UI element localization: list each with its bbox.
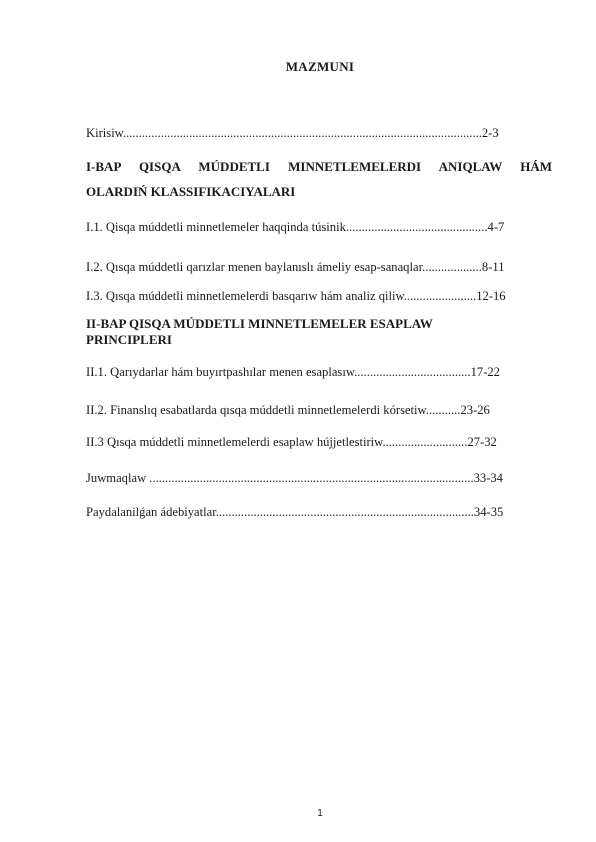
toc-entry-2-3: II.3 Qısqa múddetli minnetlemelerdi esaplaw hújjetlestiriw...........................27-32: [86, 435, 497, 449]
toc-entry-intro: Kirisiw..................................................................................................................2-3: [86, 126, 499, 140]
toc-entry-conclusion: Juwmaqlaw .......................................................................................................33-34: [86, 471, 503, 485]
page-title: MAZMUNI: [285, 59, 355, 74]
chapter-2-heading-line-2: PRINCIPLERI: [86, 332, 172, 347]
toc-entry-2-2: II.2. Finanslıq esabatlarda qısqa múddetli minnetlemelerdi kórsetiw...........23-26: [86, 403, 490, 417]
toc-entry-2-1: II.1. Qarıydarlar hám buyırtpashılar menen esaplasıw.....................................17-22: [86, 365, 500, 379]
page-number: 1: [317, 808, 323, 819]
chapter-1-heading-line-2: OLARDIŃ KLASSIFIKACIYALARI: [86, 184, 296, 199]
chapter-1-heading-line-1: I-BAP QISQA MÚDDETLI MINNETLEMELERDI ANIQLAW HÁM: [86, 159, 552, 174]
toc-entry-references: Paydalanilǵan ádebiyatlar..................................................................................34-35: [86, 505, 504, 519]
toc-entry-1-3: I.3. Qısqa múddetli minnetlemelerdi basqarıw hám analiz qiliw.......................12-16: [86, 289, 506, 303]
toc-entry-1-2: I.2. Qısqa múddetli qarızlar menen baylanıslı ámeliy esap-sanaqlar...................8-11: [86, 260, 505, 274]
toc-entry-1-1: I.1. Qisqa múddetli minnetlemeler haqqinda túsinik.............................................4-7: [86, 220, 505, 234]
chapter-2-heading-line-1: II-BAP QISQA MÚDDETLI MINNETLEMELER ESAPLAW: [86, 316, 433, 331]
